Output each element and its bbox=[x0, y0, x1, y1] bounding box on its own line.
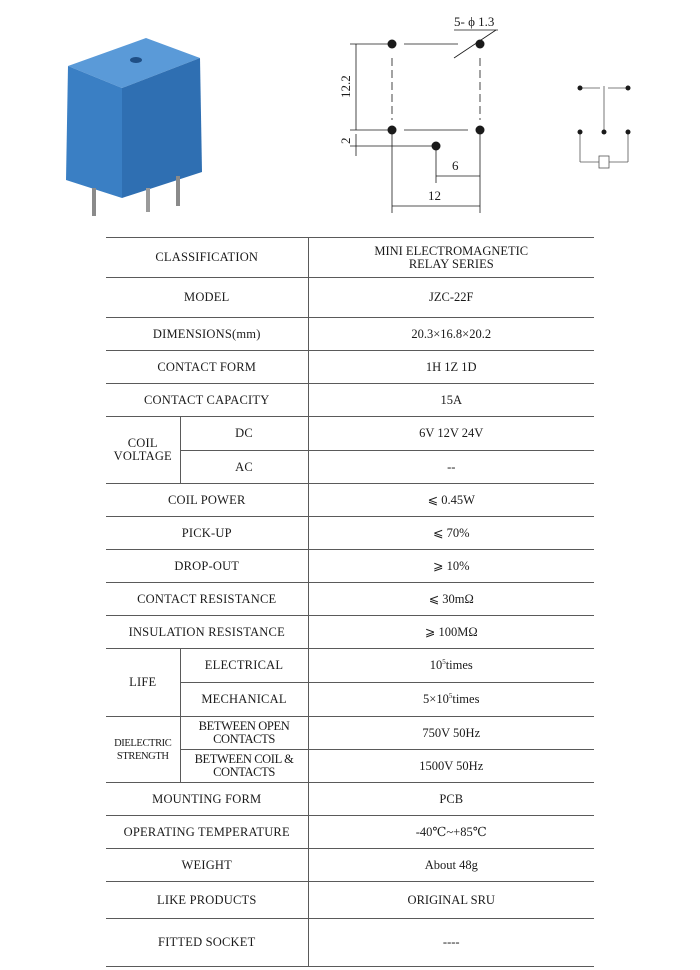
dielectric-open-value: 750V 50Hz bbox=[308, 717, 594, 750]
table-row bbox=[106, 649, 594, 683]
table-row bbox=[106, 278, 594, 318]
classification-value bbox=[308, 238, 594, 278]
pin-dot bbox=[388, 40, 397, 49]
coil-voltage-label-line1: COIL bbox=[127, 436, 158, 450]
classification-value-line1: MINI ELECTROMAGNETIC bbox=[374, 243, 529, 258]
dielectric-label bbox=[106, 717, 180, 783]
pin-dimension-drawing bbox=[328, 8, 518, 218]
model-label: MODEL bbox=[106, 278, 308, 318]
table-row bbox=[106, 783, 594, 816]
table-row bbox=[106, 384, 594, 417]
coil-power-value: ⩽ 0.45W bbox=[308, 484, 594, 517]
classification-value-line2: RELAY SERIES bbox=[408, 256, 494, 271]
contact-capacity-value: 15A bbox=[308, 384, 594, 417]
table-row bbox=[106, 882, 594, 919]
pin-dot bbox=[432, 142, 441, 151]
fitted-socket-value: ---- bbox=[308, 919, 594, 967]
like-products-label: LIKE PRODUCTS bbox=[106, 882, 308, 919]
dielectric-open-label: BETWEEN OPEN CONTACTS bbox=[180, 717, 308, 750]
contact-form-value: 1H 1Z 1D bbox=[308, 351, 594, 384]
operating-temperature-value: -40℃~+85℃ bbox=[308, 816, 594, 849]
table-row bbox=[106, 550, 594, 583]
life-electrical-base: 10 bbox=[429, 658, 443, 672]
insulation-resistance-label: INSULATION RESISTANCE bbox=[106, 616, 308, 649]
life-label: LIFE bbox=[106, 649, 180, 717]
pin-dot bbox=[388, 126, 397, 135]
contact-form-label: CONTACT FORM bbox=[106, 351, 308, 384]
mounting-form-value: PCB bbox=[308, 783, 594, 816]
like-products-value: ORIGINAL SRU bbox=[308, 882, 594, 919]
table-row bbox=[106, 318, 594, 351]
dim-vertical-label: 12.2 bbox=[338, 75, 353, 98]
relay-top-hole bbox=[130, 57, 142, 63]
dim-inner-label: 6 bbox=[452, 158, 459, 173]
coil-ac-label: AC bbox=[180, 451, 308, 484]
dimensions-label: DIMENSIONS(mm) bbox=[106, 318, 308, 351]
pin-dot bbox=[476, 40, 485, 49]
dielectric-label-line2: STRENGTH bbox=[116, 750, 169, 762]
life-electrical-unit: times bbox=[445, 658, 473, 672]
model-value: JZC-22F bbox=[308, 278, 594, 318]
pick-up-label: PICK-UP bbox=[106, 517, 308, 550]
relay-spec-table bbox=[106, 237, 594, 967]
dim-width-label: 12 bbox=[428, 188, 441, 203]
drop-out-value: ⩾ 10% bbox=[308, 550, 594, 583]
dim-offset-label: 2 bbox=[338, 137, 353, 144]
classification-label: CLASSIFICATION bbox=[106, 238, 308, 278]
relay-photo bbox=[50, 30, 220, 220]
insulation-resistance-value: ⩾ 100MΩ bbox=[308, 616, 594, 649]
header-illustrations bbox=[0, 0, 700, 230]
contact-capacity-label: CONTACT CAPACITY bbox=[106, 384, 308, 417]
dimensions-value: 20.3×16.8×20.2 bbox=[308, 318, 594, 351]
pick-up-value: ⩽ 70% bbox=[308, 517, 594, 550]
operating-temperature-label: OPERATING TEMPERATURE bbox=[106, 816, 308, 849]
table-row bbox=[106, 816, 594, 849]
life-mechanical-label: MECHANICAL bbox=[180, 683, 308, 717]
drop-out-label: DROP-OUT bbox=[106, 550, 308, 583]
table-row bbox=[106, 583, 594, 616]
pin-dot bbox=[476, 126, 485, 135]
mounting-form-label: MOUNTING FORM bbox=[106, 783, 308, 816]
relay-schematic bbox=[570, 72, 640, 172]
table-row bbox=[106, 351, 594, 384]
table-row bbox=[106, 616, 594, 649]
table-row bbox=[106, 750, 594, 783]
dielectric-coil-value: 1500V 50Hz bbox=[308, 750, 594, 783]
weight-value: About 48g bbox=[308, 849, 594, 882]
relay-pin-left bbox=[92, 188, 96, 216]
table-row bbox=[106, 484, 594, 517]
table-row bbox=[106, 717, 594, 750]
coil-dc-value: 6V 12V 24V bbox=[308, 417, 594, 451]
pin-note-label: 5- ϕ 1.3 bbox=[454, 14, 495, 29]
life-electrical-exp: 5 bbox=[442, 657, 446, 666]
fitted-socket-label: FITTED SOCKET bbox=[106, 919, 308, 967]
dielectric-label-line1: DIELECTRIC bbox=[114, 737, 172, 749]
life-mechanical-unit: times bbox=[452, 692, 480, 706]
contact-resistance-value: ⩽ 30mΩ bbox=[308, 583, 594, 616]
life-mechanical-base: 5×10 bbox=[423, 692, 449, 706]
coil-power-label: COIL POWER bbox=[106, 484, 308, 517]
table-row bbox=[106, 451, 594, 484]
relay-pin-mid bbox=[146, 188, 150, 212]
life-electrical-label: ELECTRICAL bbox=[180, 649, 308, 683]
life-mechanical-value bbox=[308, 683, 594, 717]
weight-label: WEIGHT bbox=[106, 849, 308, 882]
contact-resistance-label: CONTACT RESISTANCE bbox=[106, 583, 308, 616]
table-row bbox=[106, 849, 594, 882]
table-row bbox=[106, 683, 594, 717]
coil-voltage-label-line2: VOLTAGE bbox=[113, 449, 172, 463]
relay-pin-right bbox=[176, 176, 180, 206]
coil-ac-value: -- bbox=[308, 451, 594, 484]
table-row bbox=[106, 919, 594, 967]
coil-voltage-label bbox=[106, 417, 180, 484]
dielectric-coil-label: BETWEEN COIL & CONTACTS bbox=[180, 750, 308, 783]
table-row bbox=[106, 238, 594, 278]
life-electrical-value bbox=[308, 649, 594, 683]
coil-dc-label: DC bbox=[180, 417, 308, 451]
life-mechanical-exp: 5 bbox=[448, 691, 453, 700]
table-row bbox=[106, 517, 594, 550]
table-row bbox=[106, 417, 594, 451]
